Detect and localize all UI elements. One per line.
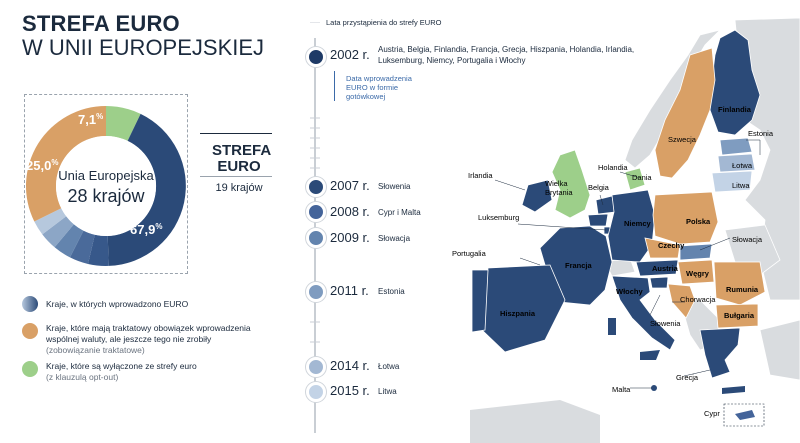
map-label-spain: Hiszpania	[500, 309, 536, 318]
timeline-dot-2015	[306, 382, 326, 402]
map-label-france: Francja	[565, 261, 592, 270]
pct-euro-label: 67,9%	[130, 222, 163, 237]
map-label-italy: Włochy	[616, 287, 643, 296]
map-label-netherlands: Holandia	[598, 163, 628, 172]
map-portugal	[472, 270, 488, 332]
map-romania	[714, 262, 765, 305]
map-label-austria: Austria	[652, 264, 678, 273]
page-title: STREFA EURO	[22, 11, 180, 36]
map-africa	[470, 400, 600, 443]
map-label-slovakia: Słowacja	[732, 235, 763, 244]
timeline-dot-2007	[306, 177, 326, 197]
timeline-dot-2008	[306, 202, 326, 222]
timeline-dot-2009	[306, 228, 326, 248]
map-label-hungary: Węgry	[686, 269, 709, 278]
europe-map	[435, 18, 800, 443]
cash-introduction-note: Data wprowadzenia EURO w formie gotówkowej	[346, 74, 412, 101]
timeline-year-2002: 2002 r.	[330, 47, 370, 62]
donut-center-count: 28 krajów	[67, 186, 145, 206]
map-belgium	[588, 214, 608, 226]
timeline-countries-2014: Łotwa	[378, 362, 400, 371]
map-label-romania: Rumunia	[726, 285, 759, 294]
map-label-greece: Grecja	[676, 373, 699, 382]
timeline-dot-2002	[306, 47, 326, 67]
timeline-countries-2007: Słowenia	[378, 182, 411, 191]
timeline-dot-2014	[306, 357, 326, 377]
map-label-belgium: Belgia	[588, 183, 609, 192]
legend-text-optout: Kraje, które są wyłączone ze strefy euro (z klauzulą opt-out)	[46, 361, 197, 382]
map-turkey	[760, 320, 800, 380]
map-label-denmark: Dania	[632, 173, 652, 182]
bracket-bottom-line	[200, 176, 272, 177]
map-label-cyprus: Cypr	[704, 409, 720, 418]
bracket-top-line	[200, 133, 272, 134]
map-estonia	[720, 138, 752, 155]
legend-text-euro: Kraje, w których wprowadzono EURO	[46, 299, 189, 309]
page-subtitle: W UNII EUROPEJSKIEJ	[22, 35, 265, 60]
legend-text-obligated: Kraje, które mają traktatowy obowiązek wprowadzenia wspólnej waluty, ale jeszcze tego nie zrobiły (zobowiązanie traktatowe)	[46, 323, 251, 355]
eurozone-label: STREFA EURO	[212, 142, 272, 175]
legend-swatch-euro	[22, 296, 38, 312]
map-label-poland: Polska	[686, 217, 711, 226]
map-label-sweden: Szwecja	[668, 135, 696, 144]
map-label-slovenia: Słowenia	[650, 319, 681, 328]
timeline-countries-2015: Litwa	[378, 387, 397, 396]
map-label-latvia: Łotwa	[732, 161, 753, 170]
legend-item-optout	[22, 361, 267, 385]
map-label-croatia: Chorwacja	[680, 295, 716, 304]
map-label-estonia: Estonia	[748, 129, 774, 138]
map-cyprus	[735, 410, 755, 420]
timeline-year-2009: 2009 r.	[330, 230, 370, 245]
map-label-lithuania: Litwa	[732, 181, 750, 190]
timeline-year-2011: 2011 r.	[330, 283, 369, 298]
map-crete	[722, 386, 745, 394]
map-label-uk-1: Wielka	[545, 179, 568, 188]
map-label-ireland: Irlandia	[468, 171, 493, 180]
map-label-malta: Malta	[612, 385, 631, 394]
timeline-year-2014: 2014 r.	[330, 358, 370, 373]
map-label-germany: Niemcy	[624, 219, 651, 228]
timeline-countries-2011: Estonia	[378, 287, 405, 296]
timeline-year-2008: 2008 r.	[330, 204, 370, 219]
timeline-countries-2008: Cypr i Malta	[378, 208, 421, 217]
timeline-year-2007: 2007 r.	[330, 178, 370, 193]
map-label-bulgaria: Bułgaria	[724, 311, 755, 320]
note-connector	[334, 71, 335, 101]
map-slovenia	[650, 277, 668, 288]
eurozone-count: 19 krajów	[215, 182, 263, 194]
pct-obligated-label: 25,0%	[26, 158, 59, 173]
legend-item-euro	[22, 296, 267, 312]
legend-item-obligated	[22, 323, 267, 357]
map-label-portugal: Portugalia	[452, 249, 486, 258]
timeline-header: Lata przystąpienia do strefy EURO	[326, 18, 442, 27]
map-sardinia	[608, 318, 616, 335]
timeline-countries-2009: Słowacja	[378, 234, 411, 243]
map-label-finland: Finlandia	[718, 105, 751, 114]
pct-optout-label: 7,1%	[78, 112, 104, 127]
map-greece	[700, 328, 740, 378]
map-slovakia	[680, 244, 712, 260]
timeline-year-2015: 2015 r.	[330, 383, 370, 398]
legend-swatch-obligated	[22, 323, 38, 339]
map-label-uk-2: Brytania	[545, 188, 573, 197]
map-label-czech: Czechy	[658, 241, 685, 250]
timeline-countries-2002: Austria, Belgia, Finlandia, Francja, Grecja, Hiszpania, Holandia, Irlandia, Luksemburg, Niemcy, Portugalia i Włochy	[378, 45, 635, 65]
map-sicily	[640, 350, 660, 360]
donut-center-label: Unia Europejska	[58, 168, 154, 183]
map-label-luxembourg: Luksemburg	[478, 213, 520, 222]
legend-swatch-optout	[22, 361, 38, 377]
timeline-dot-2011	[306, 282, 326, 302]
